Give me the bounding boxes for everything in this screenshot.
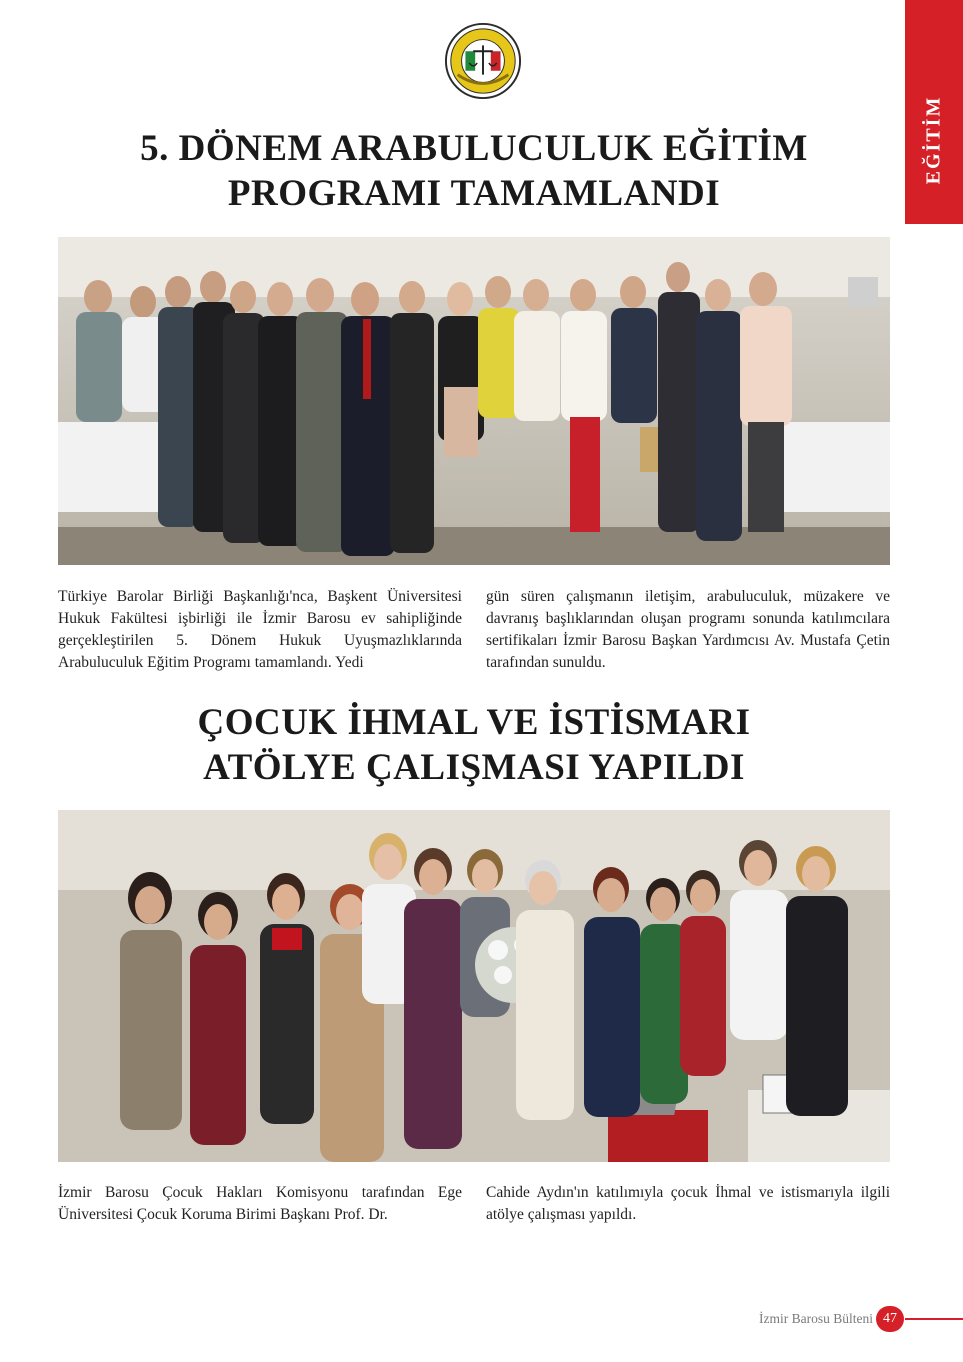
article2-body [58, 1182, 890, 1226]
section-tab-label: EĞİTİM [922, 95, 945, 185]
article2-title-line2: ATÖLYE ÇALIŞMASI YAPILDI [203, 747, 745, 788]
group-photo-workshop [58, 810, 890, 1162]
page-number: 47 [876, 1306, 904, 1332]
article2-title-line1: ÇOCUK İHMAL VE İSTİSMARI [197, 702, 751, 743]
article1-body [58, 586, 890, 674]
article2-body-col2: Cahide Aydın'ın katılımıyla çocuk İhmal ve istismarıyla ilgili atölye çalışması yapıldı. [486, 1184, 890, 1223]
article1-title-line1: 5. DÖNEM ARABULUCULUK EĞİTİM [140, 128, 808, 169]
footer-rule [905, 1318, 963, 1320]
group-photo-mediation-graduates [58, 237, 890, 565]
page-footer [600, 1306, 963, 1332]
article1-body-col2: gün süren çalışmanın iletişim, arabuluculuk, müzakere ve davranış başlıklarından oluşan programı sonunda katılımcılara sertifikaları İzmir Barosu Başkan Yardımcısı Av. Mustafa Çetin tarafından sunuldu. [486, 588, 890, 671]
article1-title-line2: PROGRAMI TAMAMLANDI [227, 173, 721, 214]
article1-body-col1: Türkiye Barolar Birliği Başkanlığı'nca, Başkent Üniversitesi Hukuk Fakültesi işbirliği ile İzmir Barosu ev sahipliğinde gerçekleştirilen 5. Dönem Hukuk Uyuşmazlıklarında Arabuluculuk Eğitim Programı tamamlandı. Yedi [58, 588, 462, 671]
article2-body-col1: İzmir Barosu Çocuk Hakları Komisyonu tarafından Ege Üniversitesi Çocuk Koruma Birimi Başkanı Prof. Dr. [58, 1184, 462, 1223]
section-tab [905, 0, 963, 224]
article2-title [58, 700, 890, 790]
article1-title [58, 126, 890, 216]
bar-association-logo [444, 22, 522, 100]
publication-name: İzmir Barosu Bülteni [759, 1311, 873, 1326]
